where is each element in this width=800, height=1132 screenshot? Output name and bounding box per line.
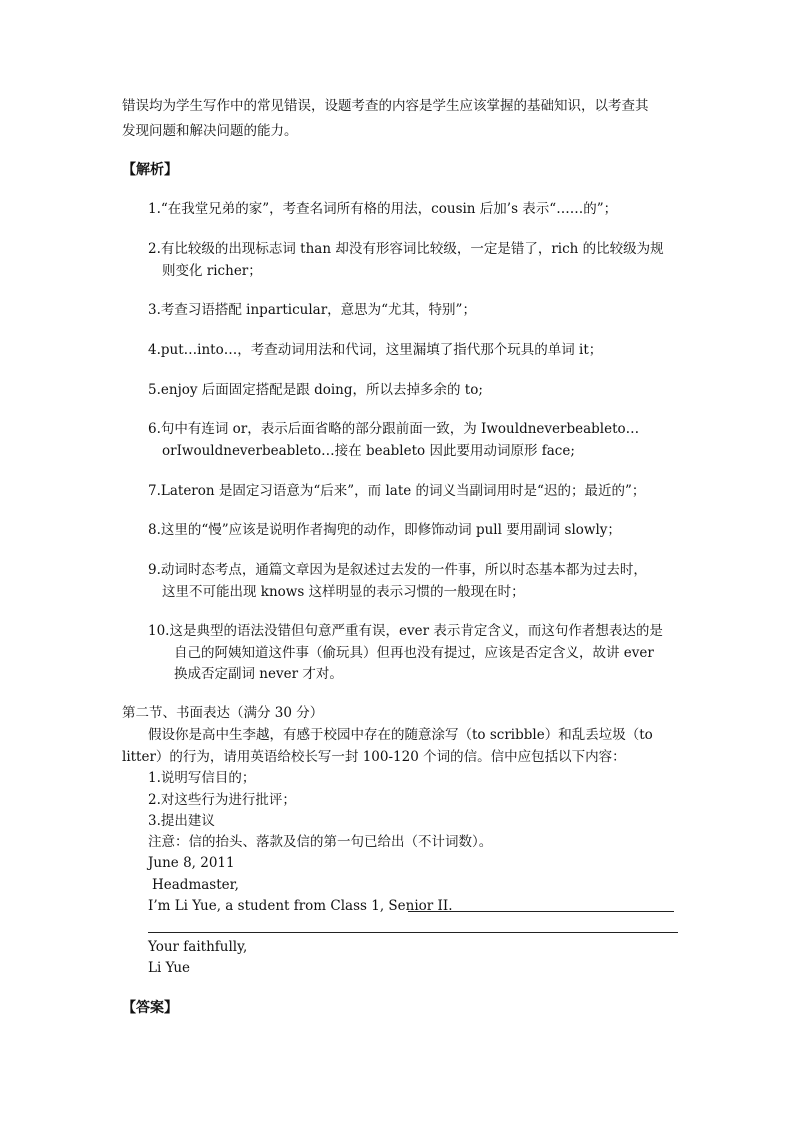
analysis-item-2: 2.有比较级的出现标志词 than 却没有形容词比较级，一定是错了，rich 的比较级为规 — [148, 241, 664, 257]
analysis-item-4: 4.put…into…，考查动词用法和代词，这里漏填了指代那个玩具的单词 it； — [148, 342, 603, 358]
analysis-item-9-cont: 这里不可能出现 knows 这样明显的表示习惯的一般现在时； — [162, 584, 525, 600]
writing-point-3: 3.提出建议 — [148, 813, 215, 829]
letter-first-sentence: I’m Li Yue, a student from Class 1, Senior II. — [148, 898, 453, 914]
analysis-item-8: 8.这里的“慢”应该是说明作者掏兜的动作，即修饰动词 pull 要用副词 slowly； — [148, 522, 621, 538]
intro-line-1: 错误均为学生写作中的常见错误，设题考查的内容是学生应该掌握的基础知识，以考查其 — [122, 98, 649, 114]
writing-section-title: 第二节、书面表达（满分 30 分） — [122, 705, 324, 721]
analysis-item-6: 6.句中有连词 or，表示后面省略的部分跟前面一致，为 Iwouldneverbeableto… — [148, 421, 640, 437]
writing-point-2: 2.对这些行为进行批评； — [148, 792, 296, 808]
letter-salutation: Headmaster, — [152, 877, 239, 893]
writing-note: 注意：信的抬头、落款及信的第一句已给出（不计词数）。 — [148, 834, 493, 850]
answer-blank-line-2 — [148, 932, 678, 933]
analysis-item-1: 1.“在我堂兄弟的家”，考查名词所有格的用法，cousin 后加’s 表示“……的”； — [148, 201, 618, 217]
analysis-item-3: 3.考查习语搭配 inparticular，意思为“尤其，特别”； — [148, 302, 476, 318]
analysis-heading: 【解析】 — [122, 162, 178, 178]
writing-point-1: 1.说明写信目的； — [148, 770, 256, 786]
analysis-item-9: 9.动词时态考点，通篇文章因为是叙述过去发的一件事，所以时态基本都为过去时， — [148, 562, 647, 578]
writing-prompt-line-2: litter）的行为，请用英语给校长写一封 100-120 个词的信。信中应包括以下内容： — [122, 749, 626, 765]
analysis-item-10-cont-1: 自己的阿姨知道这件事（偷玩具）但再也没有提过，应该是否定含义，故讲 ever — [174, 645, 654, 661]
intro-line-2: 发现问题和解决问题的能力。 — [122, 123, 298, 139]
analysis-item-5: 5.enjoy 后面固定搭配是跟 doing，所以去掉多余的 to; — [148, 382, 483, 398]
analysis-item-7: 7.Lateron 是固定习语意为“后来”，而 late 的词义当副词用时是“迟的；最近的”； — [148, 483, 646, 499]
letter-signature: Li Yue — [148, 960, 190, 976]
analysis-item-2-cont: 则变化 richer； — [162, 263, 262, 279]
answer-heading: 【答案】 — [122, 1000, 178, 1016]
analysis-item-10-cont-2: 换成否定副词 never 才对。 — [174, 666, 343, 682]
letter-closing: Your faithfully, — [148, 939, 248, 955]
analysis-item-6-cont: orIwouldneverbeableto…接在 beableto 因此要用动词原形 face; — [162, 443, 575, 459]
analysis-item-10: 10.这是典型的语法没错但句意严重有误，ever 表示肯定含义，而这句作者想表达的是 — [148, 623, 663, 639]
writing-prompt-line-1: 假设你是高中生李越，有感于校园中存在的随意涂写（to scribble）和乱丢垃圾（to — [148, 727, 653, 743]
letter-date: June 8, 2011 — [148, 855, 235, 871]
answer-blank-line-1 — [408, 911, 674, 912]
